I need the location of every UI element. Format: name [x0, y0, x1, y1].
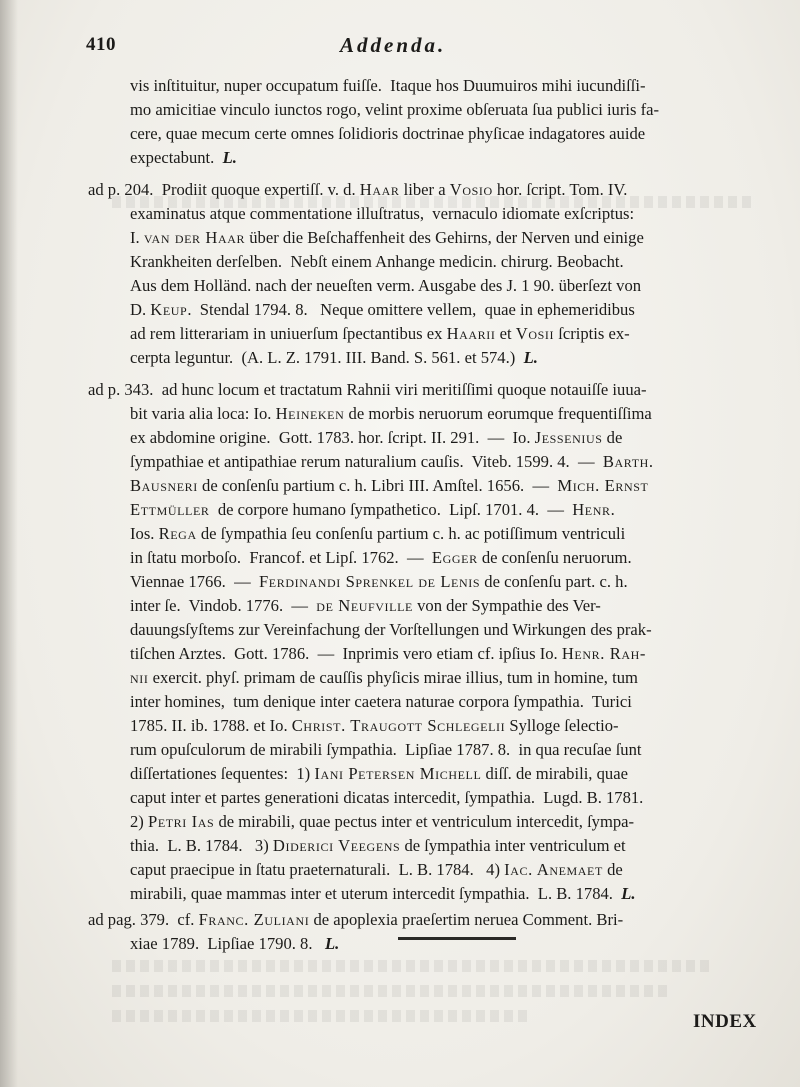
text-run: von der Sympathie des Ver- — [412, 596, 601, 615]
closing-rule — [398, 937, 516, 940]
text-run: tiſchen Arztes. Gott. 1786. — Inprimis vero etiam cf. ipſius Io. — [130, 644, 562, 663]
text-line — [130, 882, 636, 906]
author-name: Haar — [359, 180, 400, 199]
text-run: de ſympathia ſeu conſenſu partium c. h. ac potiſſimum ventriculi — [196, 524, 626, 543]
text-line — [88, 908, 623, 932]
text-line — [130, 522, 625, 546]
text-run: de conſenſu partium c. h. Libri III. Amſtel. 1656. — — [197, 476, 558, 495]
author-name: Haarii — [446, 324, 496, 343]
text-run: expectabunt. — [130, 148, 223, 167]
initial-signature: L. — [222, 148, 237, 167]
text-run: rum opuſculorum de mirabili ſympathia. Lipſiae 1787. 8. in qua recuſae ſunt — [130, 740, 642, 759]
text-run: über die Beſchaffenheit des Gehirns, der Nerven und einige — [245, 228, 644, 247]
text-line — [130, 346, 538, 370]
text-run: Ios. — [130, 524, 159, 543]
text-line — [130, 146, 237, 170]
text-run: mo amicitiae vinculo iunctos rogo, velint proxime obſeruata ſua publici iuris fa- — [130, 100, 660, 119]
text-run: ſympathiae et antipathiae rerum naturalium cauſis. Viteb. 1599. 4. — — [130, 452, 603, 471]
text-run: vis inſtituitur, nuper occupatum fuiſſe. Itaque hos Duumuiros mihi iucundiſſi- — [130, 76, 646, 95]
text-run: exercit. phyſ. primam de cauſſis phyſicis mirae illius, tum in homine, tum — [148, 668, 638, 687]
text-line — [130, 322, 630, 346]
text-line — [130, 618, 652, 642]
initial-signature: L. — [621, 884, 636, 903]
text-run: ad p. 204. Prodiit quoque expertiſſ. v. d. — [88, 180, 360, 199]
running-head: Addenda. — [340, 33, 447, 57]
text-run: de mirabili, quae pectus inter et ventriculum intercedit, ſympa- — [214, 812, 635, 831]
text-run: hor. ſcript. Tom. IV. — [492, 180, 628, 199]
text-line — [130, 594, 601, 618]
text-run: diſſertationes ſequentes: 1) — [130, 764, 315, 783]
author-name: de Neufville — [316, 596, 413, 615]
text-run: Aus dem Holländ. nach der neueſten verm. Ausgabe des J. 1 90. überſezt von — [130, 276, 642, 295]
text-run: bit varia alia loca: Io. — [130, 404, 276, 423]
text-line — [88, 178, 627, 202]
text-line — [130, 250, 624, 274]
text-line — [130, 122, 645, 146]
text-run: . Stendal 1794. 8. Neque omittere vellem, quae in ephemeridibus — [187, 300, 635, 319]
text-run: caput praecipue in ſtatu praeternaturali. L. B. 1784. 4) — [130, 860, 505, 879]
author-name: Iani Petersen Michell — [314, 764, 482, 783]
text-run: 2) — [130, 812, 148, 831]
text-line — [130, 98, 659, 122]
text-run: caput inter et partes generationi dicatas intercedit, ſympathia. Lugd. B. 1781. — [130, 788, 644, 807]
author-name: Ettmüller — [130, 500, 210, 519]
text-run: ex abdomine origine. Gott. 1783. hor. ſcript. II. 291. — Io. — [130, 428, 535, 447]
text-run: liber a — [399, 180, 450, 199]
show-through-line — [112, 985, 672, 997]
text-run: ſcriptis ex- — [554, 324, 630, 343]
text-run: et — [495, 324, 516, 343]
author-name: Vosio — [449, 180, 493, 199]
text-line — [130, 402, 652, 426]
author-name: Henr. — [572, 500, 616, 519]
text-line — [130, 738, 642, 762]
author-name: Keup — [150, 300, 188, 319]
author-name: Ferdinandi Sprenkel de Lenis — [258, 572, 481, 591]
author-name: van der Haar — [143, 228, 246, 247]
text-line — [130, 858, 623, 882]
text-run: I. — [130, 228, 144, 247]
text-line — [130, 834, 626, 858]
text-run: diſſ. de mirabili, quae — [481, 764, 628, 783]
text-run: de conſenſu neruorum. — [477, 548, 632, 567]
initial-signature: L. — [324, 934, 340, 953]
text-run: 1785. II. ib. 1788. et Io. — [130, 716, 292, 735]
text-line — [130, 810, 634, 834]
text-line — [130, 762, 628, 786]
text-run: cerpta leguntur. (A. L. Z. 1791. III. Band. S. 561. et 574.) — [130, 348, 524, 367]
text-line — [130, 74, 646, 98]
text-line — [130, 426, 622, 450]
page-number: 410 — [86, 34, 116, 55]
text-line — [130, 714, 619, 738]
author-name: Franc. Zuliani — [198, 910, 310, 929]
text-line — [130, 474, 648, 498]
initial-signature: L. — [523, 348, 538, 367]
text-run: thia. L. B. 1784. 3) — [130, 836, 273, 855]
author-name: Barth. — [602, 452, 654, 471]
text-line — [130, 932, 339, 956]
text-line — [130, 274, 641, 298]
text-line — [130, 202, 634, 226]
author-name: Heineken — [275, 404, 345, 423]
text-line — [88, 378, 647, 402]
author-name: Iac. Anemaet — [504, 860, 603, 879]
text-run: de — [602, 428, 623, 447]
author-name: Petri Ias — [147, 812, 215, 831]
text-run: Viennae 1766. — — [130, 572, 259, 591]
text-run: de ſympathia inter ventriculum et — [400, 836, 626, 855]
author-name: Vosii — [515, 324, 555, 343]
text-run: de conſenſu part. c. h. — [480, 572, 628, 591]
author-name: Henr. Rah- — [561, 644, 647, 663]
author-name: Diderici Veegens — [272, 836, 401, 855]
text-line — [130, 546, 632, 570]
author-name: Jessenius — [534, 428, 603, 447]
text-run: Sylloge ſelectio- — [505, 716, 619, 735]
page-gutter-shadow — [0, 0, 18, 1087]
show-through-line — [112, 1010, 532, 1022]
author-name: Mich. Ernst — [557, 476, 649, 495]
author-name: Rega — [158, 524, 197, 543]
text-run: examinatus atque commentatione illuſtratus, vernaculo idiomate exſcriptus: — [130, 204, 635, 223]
catchword: INDEX — [693, 1011, 757, 1032]
text-line — [130, 226, 644, 250]
text-run: ad rem litterariam in uniuerſum ſpectantibus ex — [130, 324, 447, 343]
text-line — [130, 298, 635, 322]
text-line — [130, 690, 632, 714]
text-line — [130, 450, 654, 474]
text-run: ad pag. 379. cf. — [88, 910, 199, 929]
text-line — [130, 570, 628, 594]
text-run: D. — [130, 300, 151, 319]
author-name: Egger — [431, 548, 478, 567]
text-run: inter ſe. Vindob. 1776. — — [130, 596, 317, 615]
text-line — [130, 786, 643, 810]
text-run: de morbis neruorum eorumque frequentiſſima — [344, 404, 652, 423]
text-run: mirabili, quae mammas inter et uterum intercedit ſympathia. L. B. 1784. — [130, 884, 622, 903]
author-name: Bausneri — [130, 476, 198, 495]
text-run: cere, quae mecum certe omnes ſolidioris doctrinae phyſicae indagatores auide — [130, 124, 646, 143]
author-name: Christ. Traugott Schlegelii — [291, 716, 506, 735]
text-run: in ſtatu morboſo. Francof. et Lipſ. 1762. — — [130, 548, 432, 567]
text-run: de corpore humano ſympathetico. Lipſ. 1701. 4. — — [209, 500, 573, 519]
text-run: ad p. 343. ad hunc locum et tractatum Rahnii viri meritiſſimi quoque notauiſſe iuua- — [88, 380, 647, 399]
text-line — [130, 642, 646, 666]
text-line — [130, 666, 638, 690]
author-name: nii — [130, 668, 149, 687]
text-run: dauungsſyſtems zur Vereinfachung der Vorſtellungen und Wirkungen des prak- — [130, 620, 652, 639]
text-run: inter homines, tum denique inter caetera naturae corpora ſympathia. Turici — [130, 692, 632, 711]
text-run: de apoplexia praeſertim neruea Comment. Bri- — [309, 910, 624, 929]
text-run: Krankheiten derſelben. Nebſt einem Anhange medicin. chirurg. Beobacht. — [130, 252, 624, 271]
text-run: xiae 1789. Lipſiae 1790. 8. — [130, 934, 325, 953]
text-run: de — [602, 860, 623, 879]
text-line — [130, 498, 615, 522]
show-through-line — [112, 960, 712, 972]
